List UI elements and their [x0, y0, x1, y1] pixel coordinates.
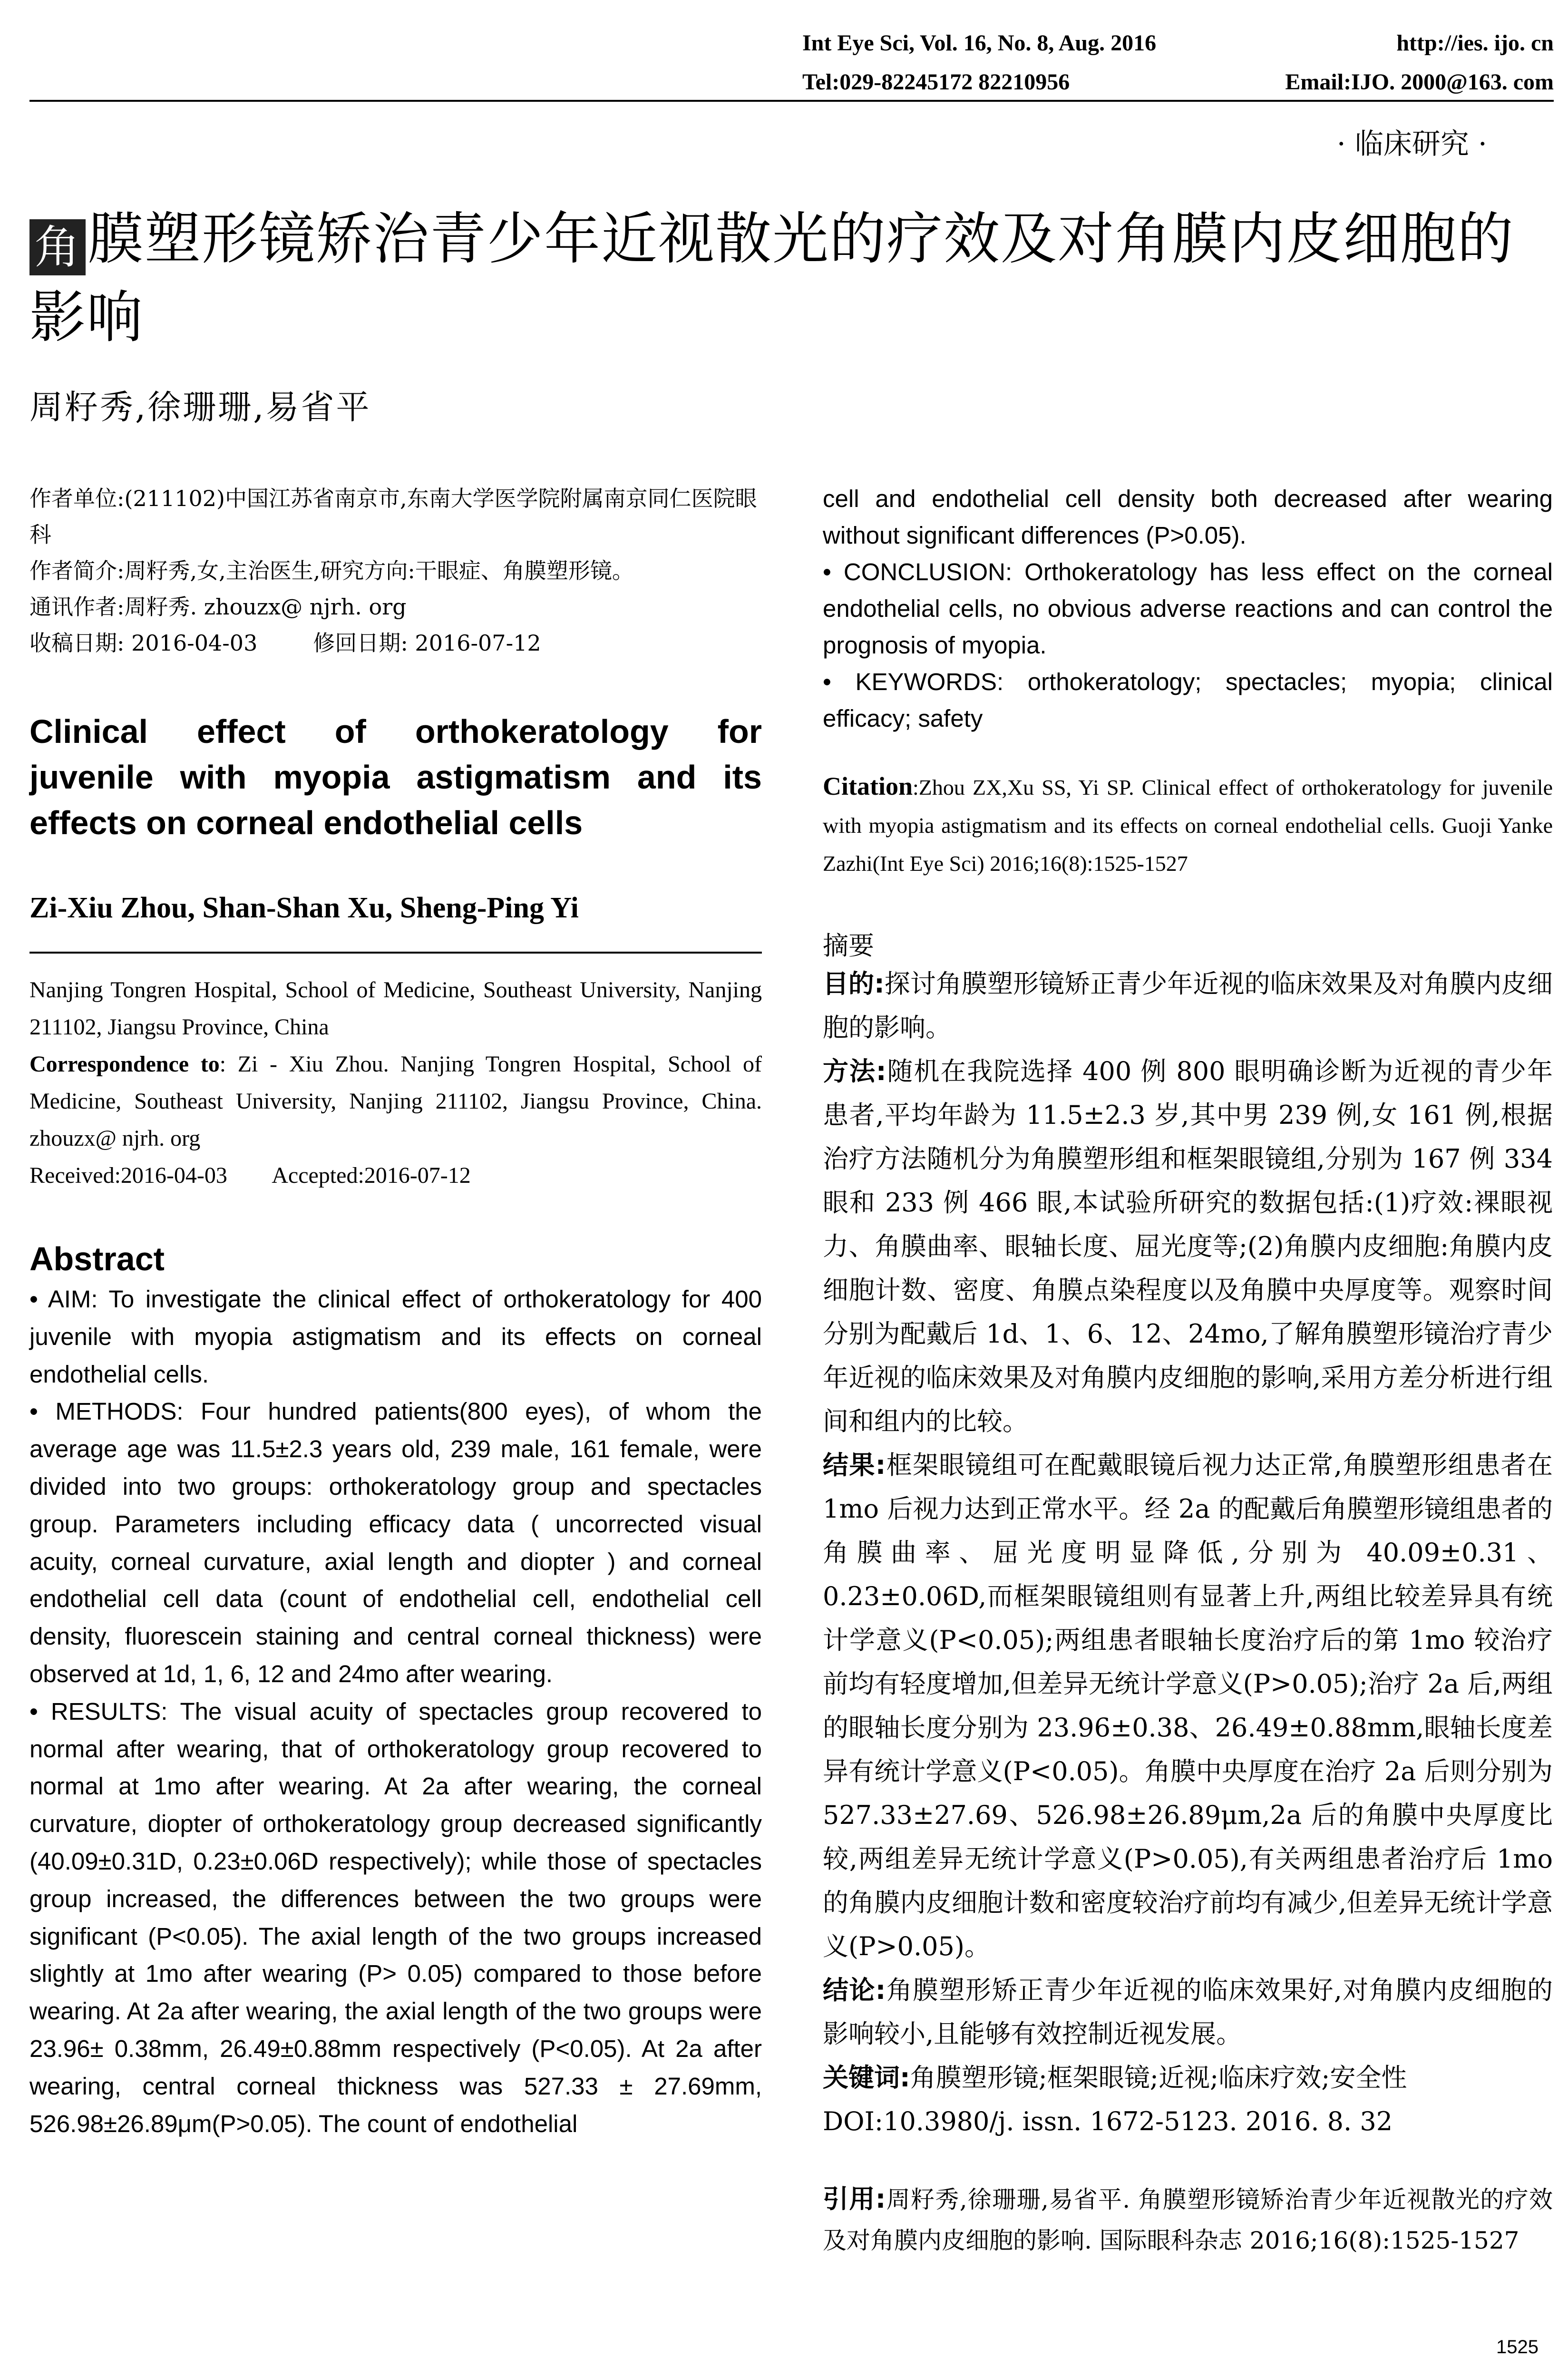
zh-keywords — [823, 2056, 1553, 2100]
journal-url[interactable]: http://ies. ijo. cn — [1396, 30, 1554, 56]
journal-info: Int Eye Sci, Vol. 16, No. 8, Aug. 2016 — [802, 30, 1157, 56]
abstract-results: • RESULTS: The visual acuity of spectacles group recovered to normal after wearing, that of orthokeratology group recovered to normal at 1mo after wearing. At 2a after wearing, the corneal curvature, diopter of orthokeratology group decreased significantly (40.09±0.31D, 0.23±0.06D respectively); while those of spectacles group increased, the differences between the two groups were significant (P<0.05). The axial length of the two groups increased slightly at 1mo after wearing (P> 0.05) compared to those before wearing. At 2a after wearing, the axial length of the two groups were 23.96± 0.38mm, 26.49±0.88mm respectively (P<0.05). At 2a after wearing, central corneal thickness was 527.33 ± 27.69mm, 526.98±26.89μm(P>0.05). The count of endothelial — [29, 1697, 762, 2137]
zh-abstract — [823, 962, 1553, 2143]
zh-methods-text: 随机在我院选择 400 例 800 眼明确诊断为近视的青少年患者,平均年龄为 11.5±2.3 岁,其中男 239 例,女 161 例,根据治疗方法随机分为角膜塑形组和框架眼镜组,分别为 167 例 334 眼和 233 例 466 眼,本试验所研究的数据包括:(1)疗效:裸眼视力、角膜曲率、眼轴长度、屈光度等;(2)角膜内皮细胞:角膜内皮细胞计数、密度、角膜点染程度以及角膜中央厚度等。观察时间分别为配戴后 1d、1、6、12、24mo,了解角膜塑形镜治疗青少年近视的临床效果及对角膜内皮细胞的影响,采用方差分析进行组间和组内的比较。 — [823, 1056, 1553, 1436]
title-zh — [29, 200, 1551, 357]
author-info-zh — [29, 480, 762, 661]
zh-aim-label: 目的: — [823, 969, 885, 999]
corresponding-author: 通讯作者:周籽秀. zhouzx@ njrh. org — [29, 594, 407, 620]
title-zh-text: 膜塑形镜矫治青少年近视散光的疗效及对角膜内皮细胞的影响 — [29, 206, 1515, 350]
zh-keywords-label: 关键词: — [823, 2063, 910, 2093]
zh-conclusion-label: 结论: — [823, 1975, 886, 2005]
correspondence-label: Correspondence to — [29, 1052, 220, 1077]
journal-tel: Tel:029-82245172 82210956 — [802, 69, 1070, 95]
affiliation: Nanjing Tongren Hospital, School of Medicine, Southeast University, Nanjing 211102, Jiangsu Province, China — [29, 977, 762, 1040]
journal-header — [802, 24, 1554, 102]
journal-email[interactable]: Email:IJO. 2000@163. com — [1285, 69, 1554, 95]
citation-zh-label: 引用: — [823, 2184, 886, 2214]
abstract-methods: • METHODS: Four hundred patients(800 eyes), of whom the average age was 11.5±2.3 years old, 239 male, 161 female, were divided into two groups: orthokeratology group and spectacles group. Parameters including efficacy data ( uncorrected visual acuity, corneal curvature, axial length and diopter ) and corneal endothelial cell data (count of endothelial cell, endothelial cell density, fluorescein staining and central corneal thickness) were observed at 1d, 1, 6, 12 and 24mo after wearing. — [29, 1398, 762, 1687]
section-tag: · 临床研究 · — [1336, 127, 1487, 161]
zh-conclusion — [823, 1968, 1553, 2056]
received-dates-zh: 收稿日期: 2016-04-03 修回日期: 2016-07-12 — [29, 630, 541, 656]
authors-en: Zi-Xiu Zhou, Shan-Shan Xu, Sheng-Ping Yi — [29, 892, 579, 924]
authors-zh: 周籽秀,徐珊珊,易省平 — [29, 388, 371, 427]
left-column — [29, 480, 762, 2143]
author-unit: 作者单位:(211102)中国江苏省南京市,东南大学医学院附属南京同仁医院眼科 — [29, 486, 757, 547]
correspondence-text: : Zi - Xiu Zhou. Nanjing Tongren Hospital, School of Medicine, Southeast University, Nanjing 211102, Jiangsu Province, China. zhouzx@ njrh. org — [29, 1052, 762, 1151]
zh-methods — [823, 1050, 1553, 1443]
zh-aim — [823, 962, 1553, 1050]
citation-zh-text: 周籽秀,徐珊珊,易省平. 角膜塑形镜矫治青少年近视散光的疗效及对角膜内皮细胞的影响. 国际眼科杂志 2016;16(8):1525-1527 — [823, 2186, 1553, 2254]
abstract-aim: • AIM: To investigate the clinical effect of orthokeratology for 400 juvenile with myopia astigmatism and its effects on corneal endothelial cells. — [29, 1286, 762, 1388]
citation-zh — [823, 2179, 1553, 2261]
title-en-line-3: effects on corneal endothelial cells — [29, 804, 583, 841]
header-divider — [29, 100, 1554, 102]
received-accepted: Received:2016-04-03 Accepted:2016-07-12 — [29, 1163, 471, 1188]
affiliation-block — [29, 972, 762, 1194]
zh-results-text: 框架眼镜组可在配戴眼镜后视力达正常,角膜塑形组患者在 1mo 后视力达到正常水平。经 2a 的配戴后角膜塑形镜组患者的角膜曲率、屈光度明显降低,分别为 40.09±0.31、0.23±0.06D,而框架眼镜组则有显著上升,两组比较差异具有统计学意义(P<0.05);两组患者眼轴长度治疗后的第 1mo 较治疗前均有轻度增加,但差异无统计学意义(P>0.05);治疗 2a 后,两组的眼轴长度分别为 23.96±0.38、26.49±0.88mm,眼轴长度差异有统计学意义(P<0.05)。角膜中央厚度在治疗 2a 后则分别为 527.33±27.69、526.98±26.89μm,2a 后的角膜中央厚度比较,两组差异无统计学意义(P>0.05),有关两组患者治疗后 1mo 的角膜内皮细胞计数和密度较治疗前均有减少,但差异无统计学意义(P>0.05)。 — [823, 1450, 1553, 1961]
zh-methods-label: 方法: — [823, 1056, 886, 1086]
authors-divider — [29, 952, 762, 954]
zh-doi[interactable]: DOI:10.3980/j. issn. 1672-5123. 2016. 8. 32 — [823, 2106, 1393, 2136]
citation-text: :Zhou ZX,Xu SS, Yi SP. Clinical effect of orthokeratology for juvenile with myopia astigmatism and its effects on corneal endothelial cells. Guoji Yanke Zazhi(Int Eye Sci) 2016;16(8):1525-1527 — [823, 775, 1553, 876]
zh-abstract-heading: 摘要 — [823, 931, 874, 961]
citation — [823, 767, 1553, 883]
abstract-keywords: • KEYWORDS: orthokeratology; spectacles; myopia; clinical efficacy; safety — [823, 668, 1553, 732]
correspondence — [29, 1046, 762, 1157]
zh-conclusion-text: 角膜塑形矫正青少年近视的临床效果好,对角膜内皮细胞的影响较小,且能够有效控制近视发展。 — [823, 1975, 1553, 2049]
page-number: 1525 — [1496, 2337, 1539, 2358]
citation-label: Citation — [823, 772, 913, 800]
title-en-line-1: Clinical effect of orthokeratology for — [29, 713, 762, 750]
abstract-results-cont: cell and endothelial cell density both decreased after wearing without significant differences (P>0.05). — [823, 485, 1553, 549]
abstract-body — [29, 1281, 762, 2143]
zh-keywords-text: 角膜塑形镜;框架眼镜;近视;临床疗效;安全性 — [910, 2063, 1407, 2093]
title-en — [29, 709, 762, 846]
title-en-line-2: juvenile with myopia astigmatism and its — [29, 759, 762, 796]
abstract-continued — [823, 480, 1553, 737]
title-first-char: 角 — [29, 219, 86, 275]
abstract-conclusion: • CONCLUSION: Orthokeratology has less effect on the corneal endothelial cells, no obvious adverse reactions and can control the prognosis of myopia. — [823, 558, 1553, 659]
zh-results — [823, 1443, 1553, 1968]
author-bio: 作者简介:周籽秀,女,主治医生,研究方向:干眼症、角膜塑形镜。 — [29, 558, 634, 584]
abstract-heading: Abstract — [29, 1240, 165, 1277]
zh-aim-text: 探讨角膜塑形镜矫正青少年近视的临床效果及对角膜内皮细胞的影响。 — [823, 969, 1553, 1042]
zh-results-label: 结果: — [823, 1450, 886, 1480]
right-column — [823, 480, 1553, 2261]
